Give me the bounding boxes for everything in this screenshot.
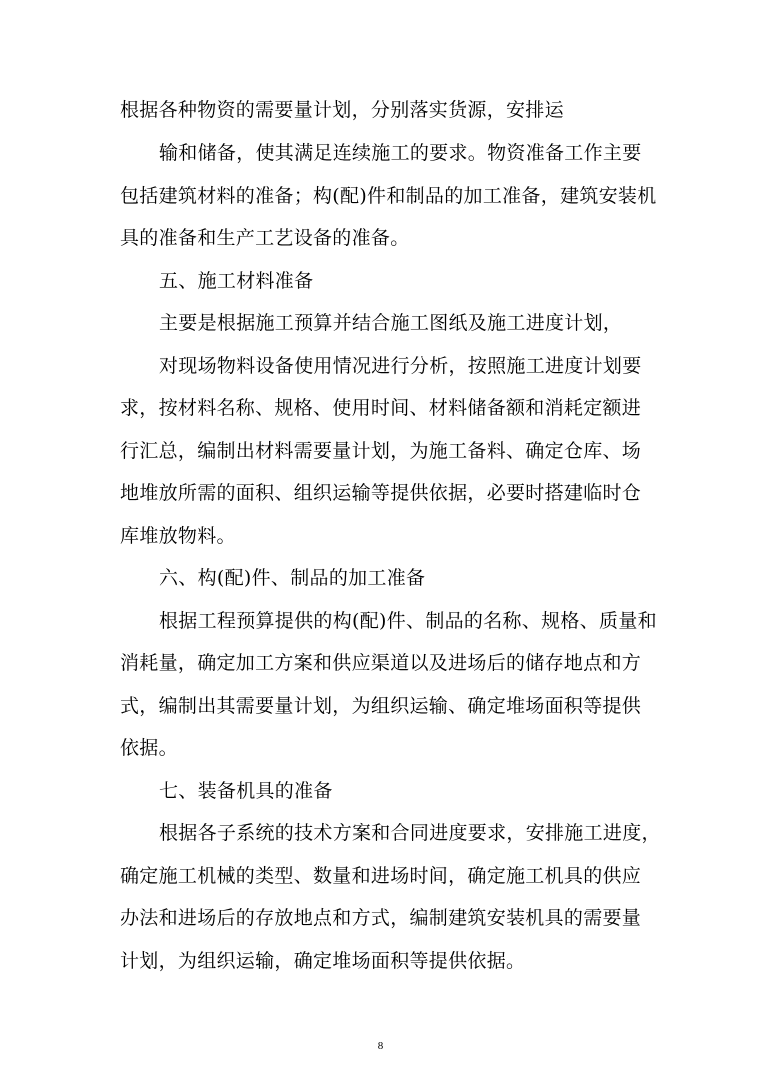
text-line: 库堆放物料。 [120, 525, 236, 547]
text-line: 依据。 [120, 737, 178, 759]
text-line: 消耗量，确定加工方案和供应渠道以及进场后的储存地点和方 [120, 652, 642, 674]
page-number: 8 [377, 1040, 384, 1052]
text-line: 对现场物料设备使用情况进行分析，按照施工进度计划要 [159, 355, 642, 377]
text-line: 求，按材料名称、规格、使用时间、材料储备额和消耗定额进 [120, 397, 642, 419]
text-line: 根据工程预算提供的构(配)件、制品的名称、规格、质量和 [159, 610, 657, 632]
text-line: 具的准备和生产工艺设备的准备。 [120, 227, 410, 249]
text-line: 式，编制出其需要量计划，为组织运输、确定堆场面积等提供 [120, 695, 642, 717]
text-line: 计划，为组织运输，确定堆场面积等提供依据。 [120, 950, 526, 972]
text-line: 确定施工机械的类型、数量和进场时间，确定施工机具的供应 [120, 865, 642, 887]
text-line: 地堆放所需的面积、组织运输等提供依据，必要时搭建临时仓 [120, 482, 642, 504]
text-line: 主要是根据施工预算并结合施工图纸及施工进度计划， [159, 312, 623, 334]
text-line: 办法和进场后的存放地点和方式，编制建筑安装机具的需要量 [120, 907, 642, 929]
section-heading: 五、施工材料准备 [159, 270, 314, 292]
text-line: 包括建筑材料的准备；构(配)件和制品的加工准备，建筑安装机 [120, 185, 657, 207]
text-line: 根据各子系统的技术方案和合同进度要求，安排施工进度， [159, 822, 661, 844]
text-line: 行汇总，编制出材料需要量计划，为施工备料、确定仓库、场 [120, 440, 642, 462]
text-line: 输和储备，使其满足连续施工的要求。物资准备工作主要 [159, 142, 642, 164]
text-line: 根据各种物资的需要量计划，分别落实货源，安排运 [120, 99, 564, 121]
section-heading: 七、装备机具的准备 [159, 780, 333, 802]
section-heading: 六、构(配)件、制品的加工准备 [159, 567, 426, 589]
